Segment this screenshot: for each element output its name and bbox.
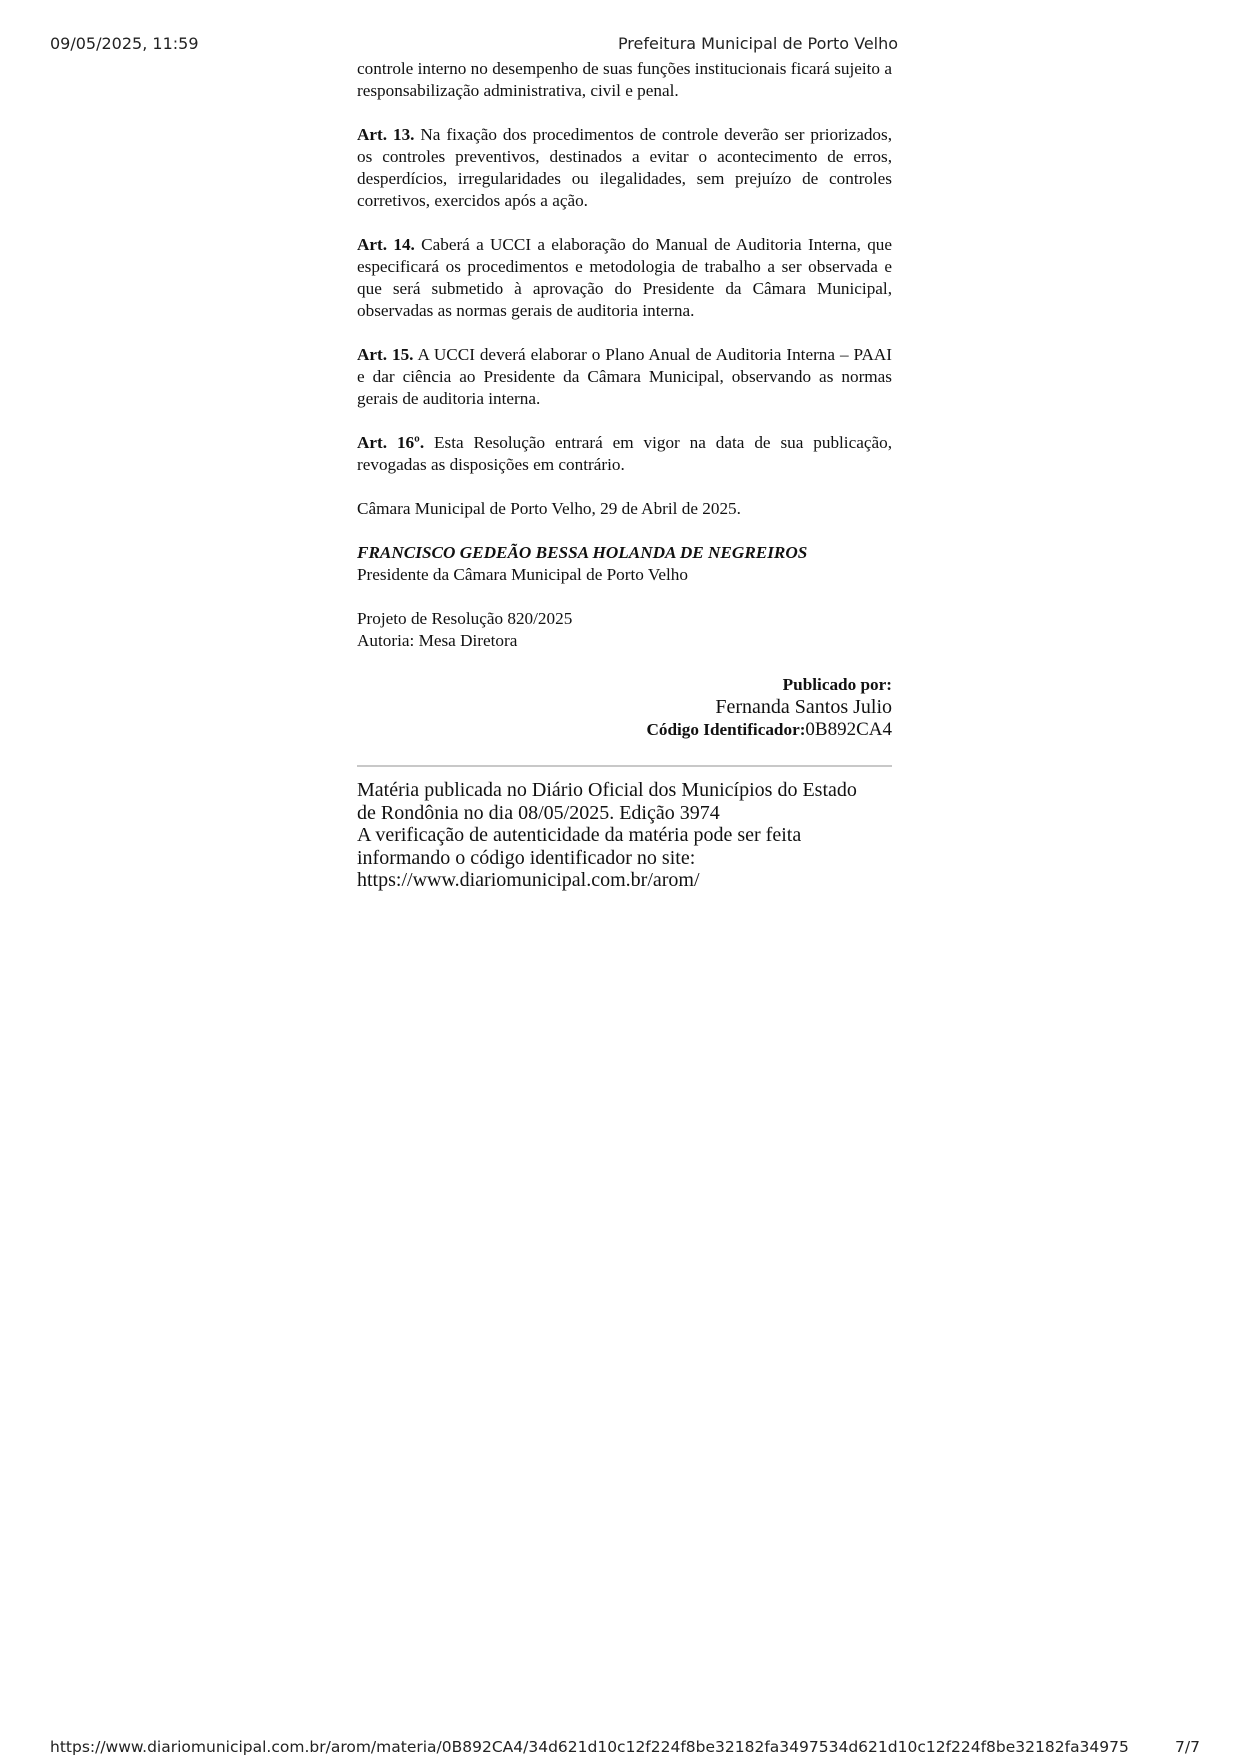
article-text: Caberá a UCCI a elaboração do Manual de Auditoria Interna, que especificará os procedimentos e metodologia de trabalho a ser observada e que será submetido à aprovação do Presidente da Câmara Municipal, observadas as normas gerais de auditoria interna.: [357, 235, 893, 320]
notice-url: https://www.diariomunicipal.com.br/arom/: [357, 869, 700, 891]
divider: [357, 765, 892, 767]
article-14: [357, 234, 892, 322]
notice-line: de Rondônia no dia 08/05/2025. Edição 3974: [357, 801, 720, 824]
article-label: Art. 13.: [357, 125, 415, 144]
identifier-code: 0B892CA4: [805, 719, 892, 740]
article-16: [357, 432, 892, 476]
article-15: [357, 344, 892, 410]
page-number: 7/7: [1175, 1738, 1200, 1756]
notice-line: A verificação de autenticidade da matéria pode ser feita: [357, 824, 802, 846]
document-content: [357, 58, 892, 892]
article-text: Esta Resolução entrará em vigor na data de sua publicação, revogadas as disposições em contrário.: [357, 433, 892, 474]
article-text: controle interno no desempenho de suas funções institucionais ficará sujeito a responsabilização administrativa, civil e penal.: [357, 59, 892, 100]
signer-name: FRANCISCO GEDEÃO BESSA HOLANDA DE NEGREIROS: [357, 543, 808, 562]
project-authorship: Autoria: Mesa Diretora: [357, 631, 518, 650]
page-url: https://www.diariomunicipal.com.br/arom/materia/0B892CA4/34d621d10c12f224f8be32182fa3497534d621d10c12f224f8be32182fa34975: [50, 1738, 1129, 1756]
notice-line: Matéria publicada no Diário Oficial dos Municípios do Estado: [357, 779, 857, 801]
article-label: Art. 14.: [357, 235, 415, 254]
published-by-label: Publicado por:: [782, 675, 892, 694]
print-datetime: 09/05/2025, 11:59: [50, 34, 199, 53]
identifier-label: Código Identificador:: [646, 720, 806, 739]
identifier-line: [357, 719, 892, 741]
article-continuation: [357, 58, 892, 102]
publisher-name: Fernanda Santos Julio: [715, 696, 892, 718]
publication-block: [357, 674, 892, 741]
project-number: Projeto de Resolução 820/2025: [357, 609, 573, 628]
print-site-title: Prefeitura Municipal de Porto Velho: [617, 34, 899, 53]
article-text: Na fixação dos procedimentos de controle deverão ser priorizados, os controles preventivos, destinados a evitar o acontecimento de erros, desperdícios, irregularidades ou ilegalidades, sem prejuízo de controles corretivos, exercidos após a ação.: [357, 125, 892, 210]
print-header: [50, 34, 1200, 58]
article-13: [357, 124, 892, 212]
article-text: A UCCI deverá elaborar o Plano Anual de Auditoria Interna – PAAI e dar ciência ao Presidente da Câmara Municipal, observando as normas gerais de auditoria interna.: [357, 345, 893, 408]
article-label: Art. 15.: [357, 345, 414, 364]
publication-notice: [357, 779, 892, 892]
place-date: Câmara Municipal de Porto Velho, 29 de Abril de 2025.: [357, 499, 741, 518]
notice-line: informando o código identificador no site:: [357, 846, 696, 869]
article-label: Art. 16º.: [357, 433, 425, 452]
print-footer: [50, 1738, 1200, 1760]
signer-title: Presidente da Câmara Municipal de Porto Velho: [357, 565, 688, 584]
